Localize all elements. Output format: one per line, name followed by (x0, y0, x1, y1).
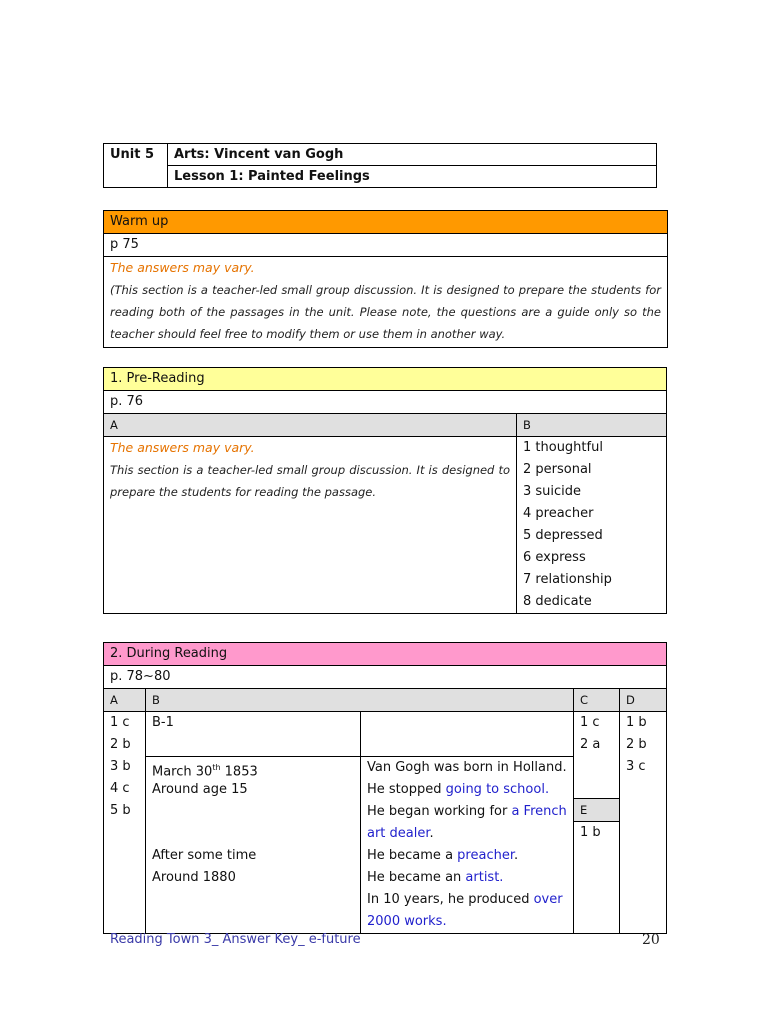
footer-title: Reading Town 3_ Answer Key_ e-future (110, 932, 361, 947)
prereading-b-item: 6 express (523, 550, 586, 565)
duringreading-col-a: A (104, 689, 146, 712)
duringreading-col-b: B (146, 689, 574, 712)
duringreading-d-item: 1 b (626, 715, 647, 730)
duringreading-header: 2. During Reading (104, 643, 667, 666)
warmup-note: (This section is a teacher-led small group discussion. It is designed to prepare the students for reading both of the passages in the unit. Please note, the questions are a guide only so the teacher should feel free to modify them or use them in another way. (110, 283, 661, 341)
duringreading-c-item: 2 a (580, 737, 601, 752)
duringreading-col-d: D (620, 689, 667, 712)
timeline-event-3: He began working for a French (367, 803, 567, 819)
prereading-b-item: 4 preacher (523, 506, 594, 521)
duringreading-b1-blank (361, 712, 574, 757)
prereading-page: p. 76 (104, 391, 667, 414)
warmup-answers-vary: The answers may vary. (110, 260, 255, 275)
duringreading-a-item: 1 c (110, 715, 130, 730)
lesson-title: Lesson 1: Painted Feelings (168, 166, 657, 188)
page-number: 20 (642, 932, 660, 948)
prereading-b-item: 1 thoughtful (523, 440, 603, 455)
timeline-event-3-cont: art dealer. (367, 825, 434, 841)
prereading-note: This section is a teacher-led small group discussion. It is designed to prepare the students for reading the passage. (110, 463, 510, 499)
prereading-b-item: 3 suicide (523, 484, 582, 499)
duringreading-a-item: 2 b (110, 737, 131, 752)
duringreading-d-item: 3 c (626, 759, 646, 774)
warmup-header: Warm up (104, 211, 668, 234)
timeline-event-5: He became an artist. (367, 869, 504, 885)
prereading-col-b: B (517, 414, 667, 437)
unit-label: Unit 5 (104, 144, 168, 188)
timeline-event-6: In 10 years, he produced over (367, 891, 563, 907)
prereading-col-a: A (104, 414, 517, 437)
duringreading-a-item: 4 c (110, 781, 130, 796)
duringreading-e-item: 1 b (580, 825, 601, 840)
timeline-date-2: Around age 15 (152, 781, 248, 797)
timeline-date-4: Around 1880 (152, 869, 236, 885)
prereading-b-item: 7 relationship (523, 572, 612, 587)
prereading-b-item: 5 depressed (523, 528, 603, 543)
unit-table (103, 143, 657, 188)
unit-title: Arts: Vincent van Gogh (168, 144, 657, 166)
prereading-answers-vary: The answers may vary. (110, 440, 255, 455)
duringreading-a-item: 3 b (110, 759, 131, 774)
prereading-b-item: 8 dedicate (523, 594, 592, 609)
duringreading-page: p. 78~80 (104, 666, 667, 689)
timeline-event-1: Van Gogh was born in Holland. (367, 759, 567, 775)
warmup-table (103, 210, 668, 348)
timeline-event-6-cont: 2000 works. (367, 913, 447, 929)
prereading-header: 1. Pre-Reading (104, 368, 667, 391)
duringreading-table (103, 642, 667, 934)
timeline-event-4: He became a preacher. (367, 847, 519, 863)
timeline-event-2: He stopped going to school. (367, 781, 550, 797)
prereading-b-item: 2 personal (523, 462, 592, 477)
duringreading-d-item: 2 b (626, 737, 647, 752)
prereading-table (103, 367, 667, 614)
duringreading-a-item: 5 b (110, 803, 131, 818)
warmup-page: p 75 (104, 234, 668, 257)
duringreading-col-e: E (574, 798, 619, 822)
timeline-date-3: After some time (152, 847, 257, 863)
duringreading-c-item: 1 c (580, 715, 600, 730)
duringreading-col-c: C (574, 689, 620, 712)
duringreading-b1-label: B-1 (146, 712, 361, 757)
timeline-date-1: March 30th 1853 (152, 762, 258, 779)
